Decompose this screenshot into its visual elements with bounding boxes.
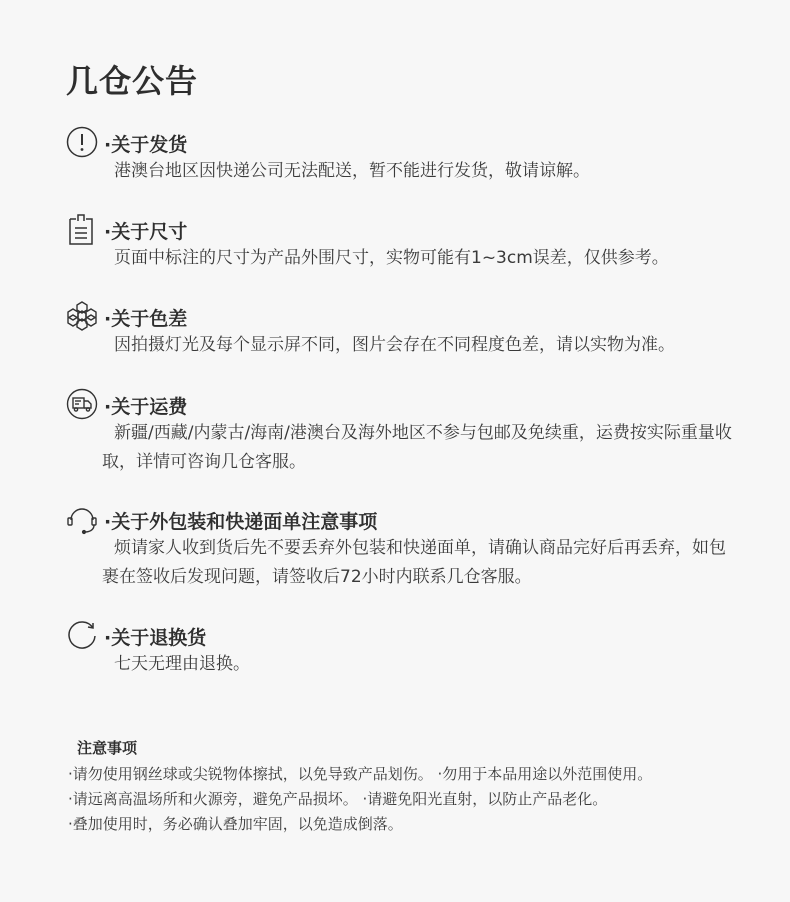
notes-title: 注意事项 [77,739,138,757]
section-body: 烦请家人收到货后先不要丢弃外包装和快递面单，请确认商品完好后再丢弃，如包裹在签收后发现问题，请签收后72小时内联系几仓客服。 [102,538,726,587]
section-heading: ·关于外包装和快递面单注意事项 [104,511,378,533]
notes-line: ·叠加使用时，务必确认叠加牢固，以免造成倒落。 [68,815,403,833]
section-body: 页面中标注的尺寸为产品外围尺寸，实物可能有1~3cm误差，仅供参考。 [114,248,669,268]
section-body: 七天无理由退换。 [114,654,250,674]
section-heading: ·关于运费 [104,396,188,418]
clipboard-icon [66,213,98,245]
refresh-icon [66,619,98,651]
section-heading: ·关于发货 [104,134,188,156]
notes-line: ·请勿使用钢丝球或尖锐物体擦拭，以免导致产品划伤。 ·勿用于本品用途以外范围使用。 [68,765,653,783]
customer-service-headset-icon [66,503,98,535]
exclamation-circle-icon [66,126,98,158]
section-body: 因拍摄灯光及每个显示屏不同，图片会存在不同程度色差，请以实物为准。 [114,335,675,355]
section-heading: ·关于尺寸 [104,221,188,243]
notes-list [68,762,768,837]
notes-line: ·请远离高温场所和火源旁，避免产品损坏。 ·请避免阳光直射，以防止产品老化。 [68,790,608,808]
delivery-truck-icon [66,388,98,420]
section-body: 港澳台地区因快递公司无法配送，暂不能进行发货，敬请谅解。 [114,161,590,181]
section-heading: ·关于色差 [104,308,188,330]
hexagon-cluster-icon [66,300,98,332]
section-heading: ·关于退换货 [104,627,207,649]
section-body: 新疆/西藏/内蒙古/海南/港澳台及海外地区不参与包邮及免续重，运费按实际重量收取，详情可咨询几仓客服。 [102,423,732,472]
page-title: 几仓公告 [66,62,199,100]
